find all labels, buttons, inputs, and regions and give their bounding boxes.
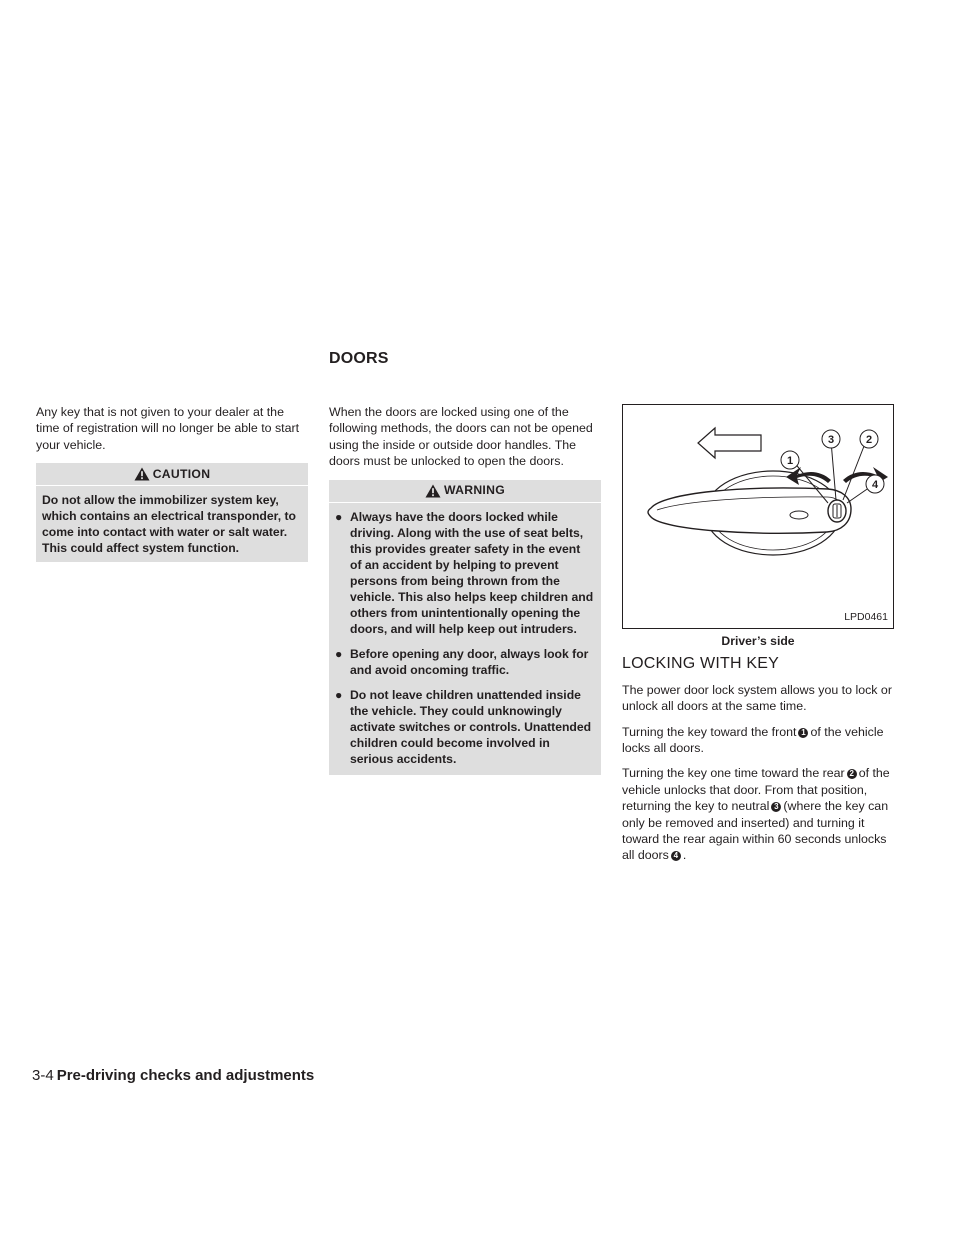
column-1	[36, 404, 308, 562]
front-arrow-icon	[698, 428, 761, 458]
figure-code: LPD0461	[844, 610, 888, 623]
list-item	[335, 646, 595, 678]
text-run: of the vehicle locks all doors.	[622, 724, 884, 756]
warning-list	[335, 509, 595, 767]
bullet-icon: ●	[335, 687, 343, 702]
column-2	[329, 404, 601, 775]
callout-number-icon: 3	[771, 802, 781, 812]
paragraph	[622, 724, 894, 757]
caution-heading: CAUTION	[152, 467, 211, 482]
caution-box	[36, 463, 308, 562]
subsection-heading: LOCKING WITH KEY	[622, 655, 779, 673]
chapter-title: Pre-driving checks and adjustments	[56, 1067, 315, 1084]
callout-number-icon: 1	[798, 728, 808, 738]
text-run: (where the key can only be removed and inserted) and turning it toward the rear again within 60 seconds unlocks all doors	[622, 799, 889, 863]
list-item	[335, 687, 595, 767]
text-run: of the vehicle unlocks that door. From that position, returning the key to neutral	[622, 766, 890, 814]
page-footer	[32, 1067, 314, 1084]
callout-number-icon: 4	[671, 851, 681, 861]
paragraph	[622, 765, 894, 863]
callout-4	[866, 475, 884, 493]
caution-header	[36, 463, 308, 486]
column-3	[622, 404, 894, 873]
warning-triangle-icon	[134, 467, 150, 481]
page-number: 3-4	[32, 1067, 54, 1084]
svg-text:2: 2	[865, 434, 873, 446]
door-handle-illustration	[623, 405, 893, 628]
warning-item-text: Do not leave children unattended inside the vehicle. They could unknowingly activate switches or controls. Unattended children could become involved in serious accidents.	[350, 687, 592, 766]
intro-paragraph: When the doors are locked using one of the following methods, the doors can not be opened using the inside or outside door handles. The doors must be unlocked to open the doors.	[329, 405, 593, 469]
svg-text:3: 3	[827, 434, 835, 446]
text-run: Turning the key one time toward the rear	[622, 766, 845, 781]
intro-paragraph: Any key that is not given to your dealer at the time of registration will no longer be able to start your vehicle.	[36, 405, 300, 452]
svg-text:4: 4	[871, 479, 879, 491]
list-item	[335, 509, 595, 637]
callout-3	[822, 430, 840, 448]
paragraph: The power door lock system allows you to lock or unlock all doors at the same time.	[622, 682, 892, 714]
svg-text:1: 1	[786, 455, 794, 467]
caution-text: Do not allow the immobilizer system key, which contains an electrical transponder, to come into contact with water or salt water. This could affect system function.	[42, 493, 296, 556]
figure-caption: Driver’s side	[721, 634, 795, 648]
callout-number-icon: 2	[847, 769, 857, 779]
text-run: Turning the key toward the front	[622, 724, 797, 739]
warning-box	[329, 480, 601, 775]
warning-item-text: Before opening any door, always look for and avoid oncoming traffic.	[350, 646, 589, 677]
warning-triangle-icon	[425, 484, 441, 498]
warning-header	[329, 480, 601, 503]
warning-item-text: Always have the doors locked while driving. Along with the use of seat belts, this provides greater safety in the event of an accident by helping to prevent persons from being thrown from the vehicle. This also helps keep children and others from unintentionally opening the doors, and will help keep out intruders.	[350, 509, 594, 636]
warning-heading: WARNING	[443, 483, 505, 498]
callout-2	[860, 430, 878, 448]
door-handle-figure	[622, 404, 894, 629]
callout-1	[781, 451, 799, 469]
text-run: .	[682, 848, 687, 863]
section-title: DOORS	[329, 350, 389, 367]
bullet-icon: ●	[335, 509, 343, 524]
bullet-icon: ●	[335, 646, 343, 661]
